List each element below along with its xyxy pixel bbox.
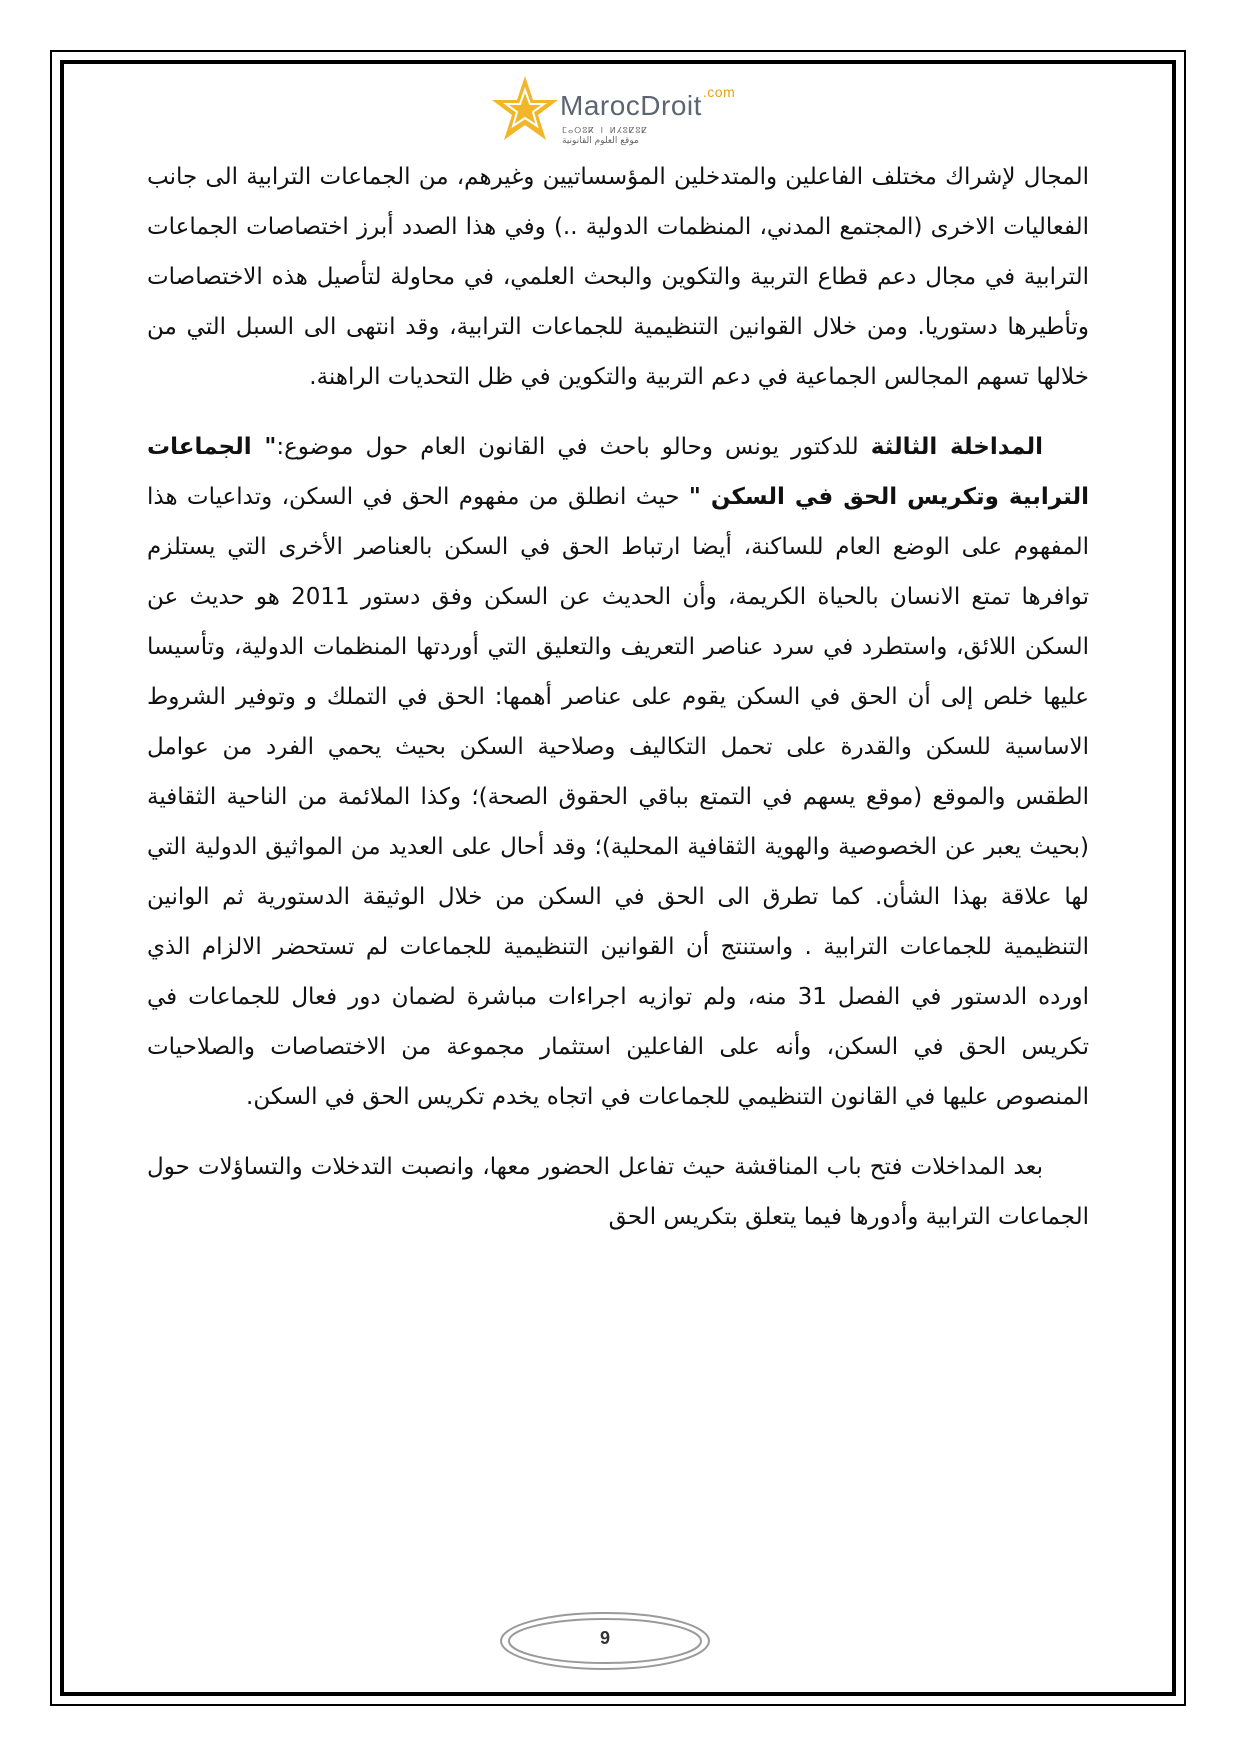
logo-tagline-arabic: موقع العلوم القانونية — [562, 136, 639, 146]
marocdroit-logo — [490, 70, 770, 150]
paragraph-2-lead: المداخلة الثالثة — [870, 434, 1043, 460]
paragraph-2-text-a: للدكتور يونس وحالو باحث في القانون العام حول موضوع: — [276, 434, 871, 460]
paragraph-1: المجال لإشراك مختلف الفاعلين والمتدخلين المؤسساتيين وغيرهم، من الجماعات الترابية الى جانب الفعاليات الاخرى (المجتمع المدني، المنظمات الدولية ..) وفي هذا الصدد أبرز اختصاصات الجماعات الترابية في مجال دعم قطاع التربية والتكوين والبحث العلمي، في محاولة لتأصيل هذه الاختصاصات وتأطيرها دستوريا. ومن خلال القوانين التنظيمية للجماعات الترابية، وقد انتهى الى السبل التي من خلالها تسهم المجالس الجماعية في دعم التربية والتكوين في ظل التحديات الراهنة. — [147, 164, 1089, 390]
logo-brand: MarocDroit$^{.com}$ — [560, 84, 736, 121]
logo-brand-suffix: .com — [702, 84, 736, 100]
star-logo-icon — [490, 74, 560, 144]
paragraph-2 — [147, 422, 1089, 1122]
paragraph-3 — [147, 1142, 1089, 1242]
page-number: 9 — [599, 1628, 610, 1648]
logo-tagline-tifinagh: ⵎⴰⵔⵓⴽ ⵏ ⵍⵃⵓⵇⵓⵇ — [562, 126, 648, 135]
paragraph-2-topic: " الجماعات الترابية وتكريس الحق في السكن " — [147, 434, 1090, 510]
page-number-badge — [498, 1610, 712, 1672]
article-body — [147, 152, 1089, 1242]
paragraph-3-text: بعد المداخلات فتح باب المناقشة حيث تفاعل الحضور معها، وانصبت التدخلات والتساؤلات حول الجماعات الترابية وأدورها فيما يتعلق بتكريس الحق — [147, 1154, 1089, 1230]
paragraph-2-text-b: حيث انطلق من مفهوم الحق في السكن، وتداعيات هذا المفهوم على الوضع العام للساكنة، أيضا ارتباط الحق في السكن بالعناصر الأخرى التي يستلزم توافرها تمتع الانسان بالحياة الكريمة، وأن الحديث عن السكن وفق دستور 2011 هو حديث عن السكن اللائق، واستطرد في سرد عناصر التعريف والتعليق التي أوردتها المنظمات الدولية، وتأسيسا عليها خلص إلى أن الحق في السكن يقوم على عناصر أهمها: الحق في التملك و وتوفير الشروط الاساسية للسكن والقدرة على تحمل التكاليف وصلاحية السكن بحيث يحمي الفرد من عوامل الطقس والموقع (موقع يسهم في التمتع بباقي الحقوق الصحة)؛ وكذا الملائمة من الناحية الثقافية (بحيث يعبر عن الخصوصية والهوية الثقافية المحلية)؛ وقد أحال على العديد من المواثيق الدولية التي لها علاقة بهذا الشأن. كما تطرق الى الحق في السكن من خلال الوثيقة الدستورية ثم الوانين التنظيمية للجماعات الترابية . واستنتج أن القوانين التنظيمية للجماعات لم تستحضر الالزام الذي اورده الدستور في الفصل 31 منه، ولم توازيه اجراءات مباشرة لضمان دور فعال للجماعات في تكريس الحق في السكن، وأنه على الفاعلين استثمار مجموعة من الاختصاصات والصلاحيات المنصوص عليها في القانون التنظيمي للجماعات في اتجاه يخدم تكريس الحق في السكن. — [147, 484, 1090, 1110]
